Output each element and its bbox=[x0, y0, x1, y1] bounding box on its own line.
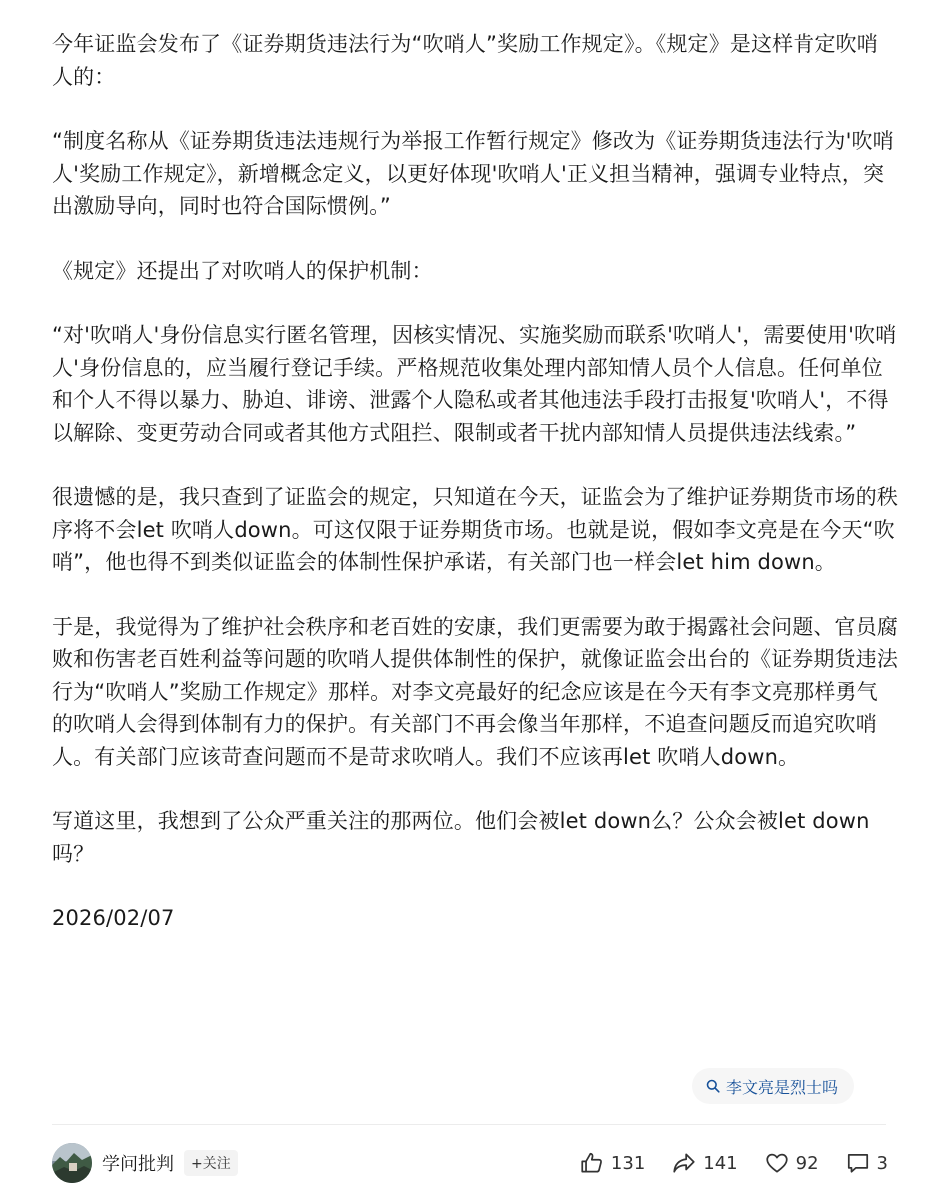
like-count: 131 bbox=[610, 1152, 646, 1174]
comment-count: 3 bbox=[876, 1152, 888, 1174]
article-paragraph: 很遗憾的是，我只查到了证监会的规定，只知道在今天，证监会为了维护证券期货市场的秩序将不会let 吹哨人down。可这仅限于证券期货市场。也就是说，假如李文亮是在今天“吹哨”，他也得不到类似证监会的体制性保护承诺，有关部门也一样会let him down。 bbox=[52, 485, 898, 574]
article-paragraph: 于是，我觉得为了维护社会秩序和老百姓的安康，我们更需要为敢于揭露社会问题、官员腐败和伤害老百姓利益等问题的吹哨人提供体制性的保护，就像证监会出台的《证券期货违法行为“吹哨人”奖励工作规定》那样。对李文亮最好的纪念应该是在今天有李文亮那样勇气的吹哨人会得到体制有力的保护。有关部门不再会像当年那样，不追查问题反而追究吹哨人。有关部门应该苛查问题而不是苛求吹哨人。我们不应该再let 吹哨人down。 bbox=[52, 614, 898, 769]
comment-button[interactable] bbox=[845, 1150, 888, 1176]
search-icon bbox=[706, 1079, 720, 1093]
author-name[interactable]: 学问批判 bbox=[102, 1154, 174, 1175]
comment-icon bbox=[845, 1150, 871, 1176]
article-paragraph: 今年证监会发布了《证券期货违法行为“吹哨人”奖励工作规定》。《规定》是这样肯定吹哨人的： bbox=[52, 32, 878, 89]
action-bar bbox=[579, 1150, 898, 1176]
article-paragraph: “对'吹哨人'身份信息实行匿名管理，因核实情况、实施奖励而联系'吹哨人'，需要使用'吹哨人'身份信息的，应当履行登记手续。严格规范收集处理内部知情人员个人信息。任何单位和个人不得以暴力、胁迫、诽谤、泄露个人隐私或者其他违法手段打击报复'吹哨人'，不得以解除、变更劳动合同或者其他方式阻拦、限制或者干扰内部知情人员提供违法线索。” bbox=[52, 323, 897, 445]
favorite-button[interactable] bbox=[764, 1150, 819, 1176]
post-footer bbox=[52, 1142, 898, 1184]
related-search-label: 李文亮是烈士吗 bbox=[726, 1077, 839, 1097]
article-paragraph: “制度名称从《证券期货违法违规行为举报工作暂行规定》修改为《证券期货违法行为'吹哨人'奖励工作规定》，新增概念定义，以更好体现'吹哨人'正义担当精神，强调专业特点，突出激励导向，同时也符合国际惯例。” bbox=[52, 129, 894, 218]
like-button[interactable] bbox=[579, 1150, 645, 1176]
article-body bbox=[52, 28, 898, 935]
heart-icon bbox=[764, 1150, 790, 1176]
article-paragraph: 《规定》还提出了对吹哨人的保护机制： bbox=[52, 258, 433, 283]
article-paragraph: 写道这里，我想到了公众严重关注的那两位。他们会被let down么？公众会被let down吗？ bbox=[52, 809, 870, 866]
related-search-chip[interactable] bbox=[692, 1068, 854, 1104]
share-count: 141 bbox=[703, 1152, 738, 1174]
share-button[interactable] bbox=[671, 1150, 737, 1176]
favorite-count: 92 bbox=[795, 1152, 819, 1174]
avatar[interactable] bbox=[52, 1143, 92, 1183]
article-date: 2026/02/07 bbox=[52, 906, 175, 930]
share-icon bbox=[671, 1150, 697, 1176]
follow-button[interactable]: +关注 bbox=[184, 1150, 238, 1176]
footer-divider bbox=[52, 1124, 886, 1125]
thumbs-up-icon bbox=[579, 1150, 605, 1176]
